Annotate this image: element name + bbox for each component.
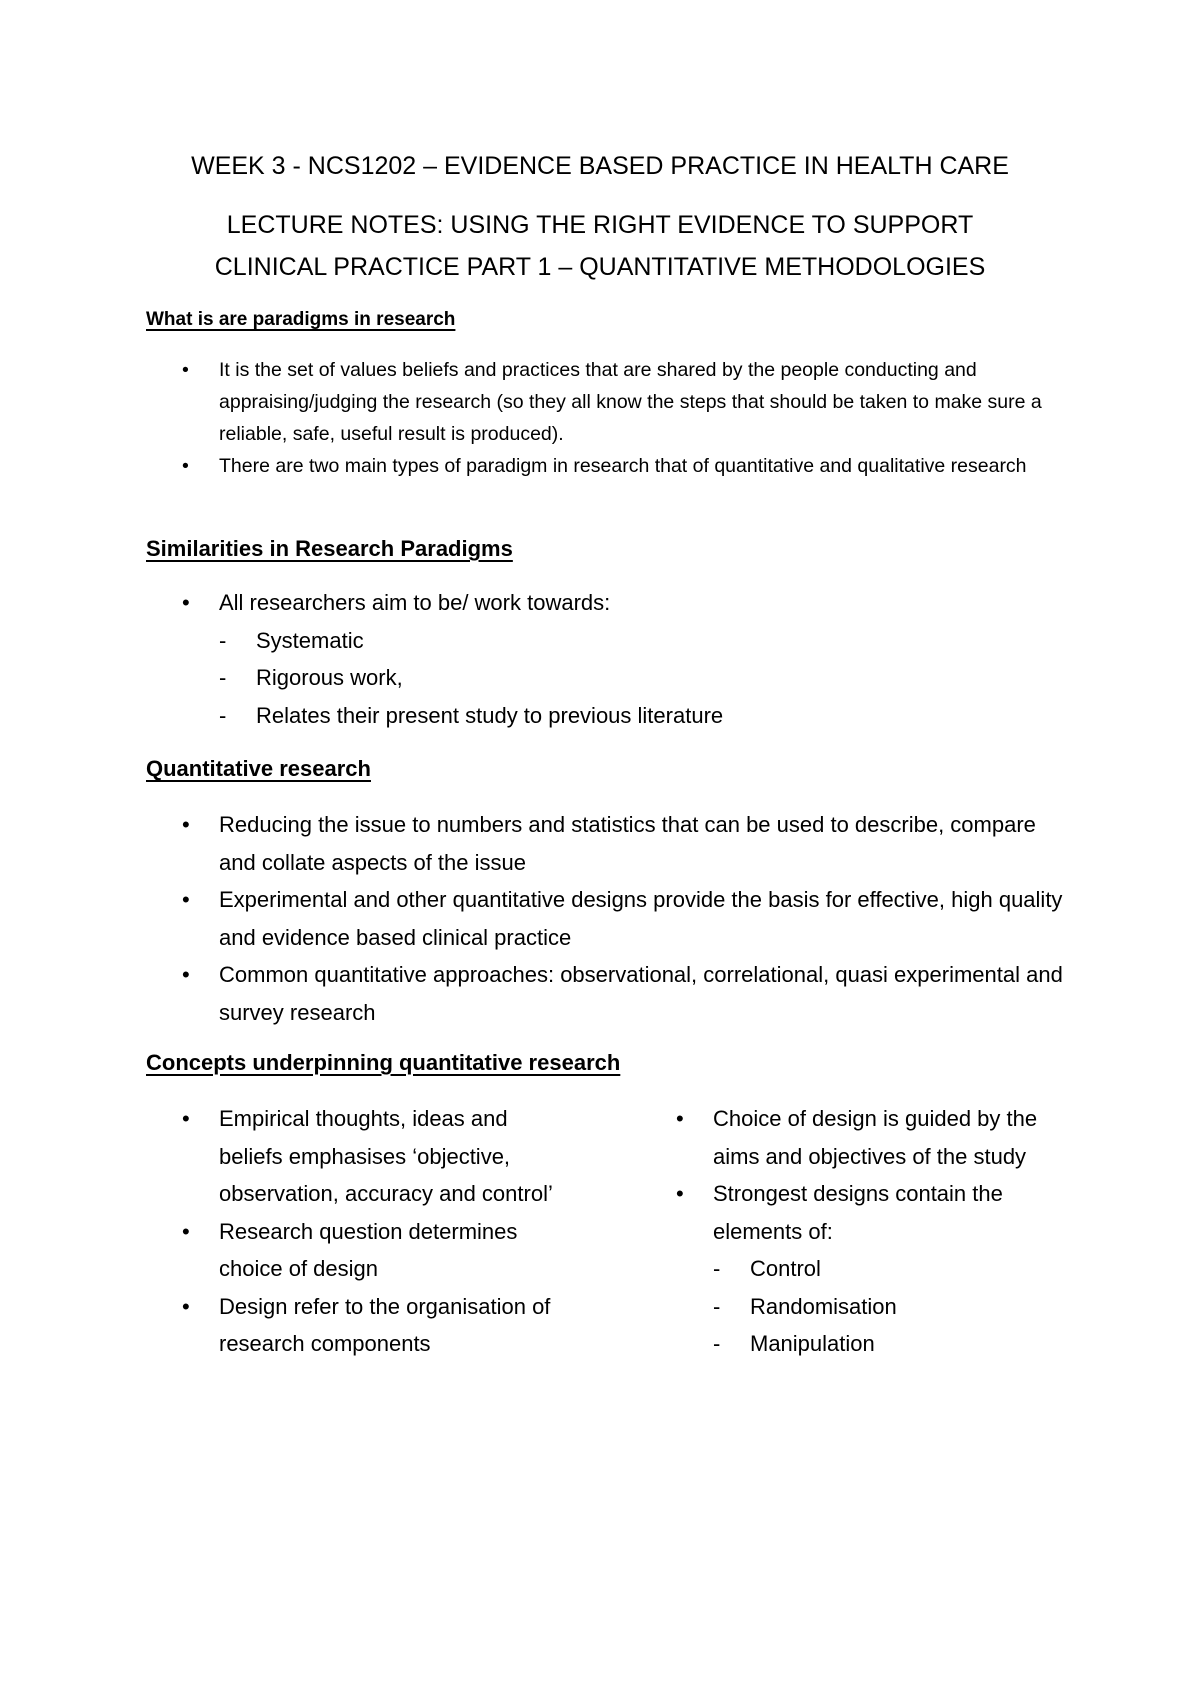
concepts-left-list — [146, 1100, 576, 1363]
section-heading-similarities: Similarities in Research Paradigms — [146, 536, 513, 561]
quantitative-list — [146, 806, 1066, 1031]
similarities-list — [146, 584, 1076, 734]
list-item: • Common quantitative approaches: observational, correlational, quasi experimental and survey research — [146, 956, 1066, 1031]
sub-item: - Randomisation — [713, 1288, 1080, 1326]
sub-item: - Relates their present study to previous literature — [219, 697, 1076, 735]
section-heading-paradigms: What is are paradigms in research — [146, 309, 456, 330]
section-heading-concepts: Concepts underpinning quantitative research — [146, 1050, 621, 1075]
paradigms-list — [146, 354, 1076, 482]
list-item — [640, 1175, 1080, 1363]
list-item: • Design refer to the organisation of research components — [146, 1288, 576, 1363]
list-item: • Empirical thoughts, ideas and beliefs emphasises ‘objective, observation, accuracy and control’ — [146, 1100, 576, 1213]
list-item: • It is the set of values beliefs and practices that are shared by the people conducting and appraising/judging the research (so they all know the steps that should be taken to make sure a reliable, safe, useful result is produced). — [146, 354, 1076, 450]
list-item: • There are two main types of paradigm in research that of quantitative and qualitative research — [146, 450, 1076, 482]
document-title: WEEK 3 - NCS1202 – EVIDENCE BASED PRACTICE IN HEALTH CARE — [191, 152, 1009, 180]
sub-item: - Rigorous work, — [219, 659, 1076, 697]
list-item-text: Strongest designs contain the elements of: — [713, 1181, 1003, 1244]
list-item: • Choice of design is guided by the aims and objectives of the study — [640, 1100, 1080, 1175]
sub-item: - Manipulation — [713, 1325, 1080, 1363]
lecture-title-line-1: LECTURE NOTES: USING THE RIGHT EVIDENCE TO SUPPORT — [226, 211, 974, 239]
sub-item: - Systematic — [219, 622, 1076, 660]
list-item-text: All researchers aim to be/ work towards: — [219, 590, 611, 615]
section-heading-quantitative: Quantitative research — [146, 756, 371, 781]
concepts-right-list — [640, 1100, 1080, 1363]
lecture-title-line-2: CLINICAL PRACTICE PART 1 – QUANTITATIVE METHODOLOGIES — [214, 253, 986, 281]
sub-item: - Control — [713, 1250, 1080, 1288]
similarities-sublist — [219, 622, 1076, 735]
list-item — [146, 584, 1076, 734]
design-elements-sublist — [713, 1250, 1080, 1363]
list-item: • Reducing the issue to numbers and statistics that can be used to describe, compare and collate aspects of the issue — [146, 806, 1066, 881]
list-item: • Research question determines choice of design — [146, 1213, 576, 1288]
list-item: • Experimental and other quantitative designs provide the basis for effective, high quality and evidence based clinical practice — [146, 881, 1066, 956]
